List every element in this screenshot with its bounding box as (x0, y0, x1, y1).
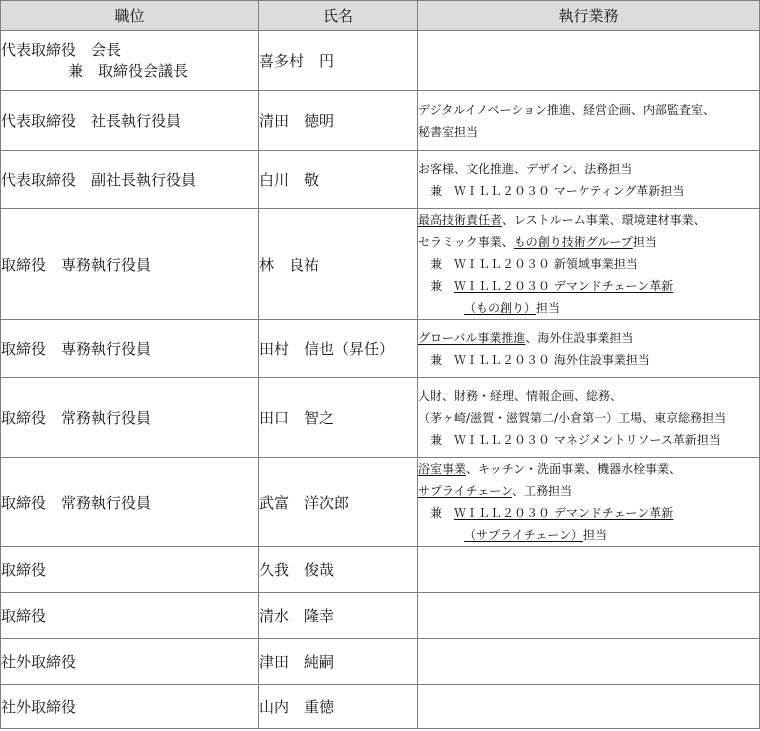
position-text-concurrent: 兼 取締役会議長 (68, 61, 189, 80)
position-cell: 社外取締役 (1, 639, 259, 685)
duties-cell (418, 320, 760, 378)
table-row (1, 378, 760, 458)
duty-line: 人財、財務・経理、情報企画、総務、 (418, 388, 623, 403)
table-row (1, 91, 760, 151)
duty-line: セラミック事業、もの創り技術グループ担当 (418, 235, 657, 249)
position-cell: 取締役 (1, 547, 259, 593)
duties-cell (418, 547, 760, 593)
table-row (1, 209, 760, 320)
duty-line: 兼 ＷＩＬＬ２０３０ デマンドチェーン革新 (430, 279, 674, 293)
name-cell: 清水 隆幸 (259, 593, 418, 639)
duty-line: グローバル事業推進、海外住設事業担当 (418, 330, 634, 345)
duty-line: 兼 ＷＩＬＬ２０３０ 海外住設事業担当 (430, 352, 650, 367)
duties-cell (418, 378, 760, 458)
table-row (1, 151, 760, 209)
header-duties: 執行業務 (418, 1, 760, 31)
duty-line: （サプライチェーン）担当 (464, 528, 608, 542)
name-cell: 久我 俊哉 (259, 547, 418, 593)
name-cell: 喜多村 円 (259, 31, 418, 91)
duty-line: 兼 ＷＩＬＬ２０３０ 新領域事業担当 (430, 257, 638, 271)
duty-line: 兼 ＷＩＬＬ２０３０ マーケティング革新担当 (430, 183, 685, 198)
position-cell: 取締役 常務執行役員 (1, 458, 259, 547)
position-cell: 代表取締役 副社長執行役員 (1, 151, 259, 209)
position-cell: 取締役 専務執行役員 (1, 209, 259, 320)
name-cell: 武富 洋次郎 (259, 458, 418, 547)
table-row (1, 685, 760, 729)
name-cell: 白川 敬 (259, 151, 418, 209)
position-cell: 取締役 常務執行役員 (1, 378, 259, 458)
name-cell: 林 良祐 (259, 209, 418, 320)
duties-cell (418, 31, 760, 91)
position-cell: 社外取締役 (1, 685, 259, 729)
duty-line: 最高技術責任者、レストルーム事業、環境建材事業、 (418, 213, 706, 227)
table-row (1, 639, 760, 685)
duties-cell (418, 685, 760, 729)
duties-cell (418, 639, 760, 685)
table-row (1, 458, 760, 547)
duty-line: 浴室事業、キッチン・洗面事業、機器水栓事業、 (418, 462, 682, 476)
duties-cell (418, 593, 760, 639)
name-cell: 山内 重徳 (259, 685, 418, 729)
duties-cell (418, 209, 760, 320)
header-row (1, 1, 760, 31)
header-name: 氏名 (259, 1, 418, 31)
table-row (1, 320, 760, 378)
table-row (1, 31, 760, 91)
duty-line: 秘書室担当 (418, 124, 479, 139)
table-row (1, 593, 760, 639)
duty-line: お客様、文化推進、デザイン、法務担当 (418, 161, 633, 176)
position-text: 代表取締役 会長 (1, 40, 122, 59)
duties-cell (418, 91, 760, 151)
header-position: 職位 (1, 1, 259, 31)
duty-line: 兼 ＷＩＬＬ２０３０ デマンドチェーン革新 (430, 506, 674, 520)
duty-line: 兼 ＷＩＬＬ２０３０ マネジメントリソース革新担当 (430, 432, 721, 447)
table-row (1, 547, 760, 593)
position-cell: 代表取締役 社長執行役員 (1, 91, 259, 151)
duty-line: （もの創り）担当 (464, 301, 561, 315)
duty-line: サプライチェーン、工務担当 (418, 484, 573, 498)
name-cell: 清田 徳明 (259, 91, 418, 151)
position-cell: 取締役 (1, 593, 259, 639)
duty-line: デジタルイノベーション推進、経営企画、内部監査室、 (418, 102, 716, 117)
name-cell: 田口 智之 (259, 378, 418, 458)
duties-cell (418, 458, 760, 547)
name-cell: 津田 純嗣 (259, 639, 418, 685)
name-cell: 田村 信也（昇任） (259, 320, 418, 378)
duty-line: （茅ヶ崎/滋賀・滋賀第二/小倉第一）工場、東京総務担当 (418, 410, 727, 425)
duties-cell (418, 151, 760, 209)
position-cell (1, 31, 259, 91)
position-cell: 取締役 専務執行役員 (1, 320, 259, 378)
